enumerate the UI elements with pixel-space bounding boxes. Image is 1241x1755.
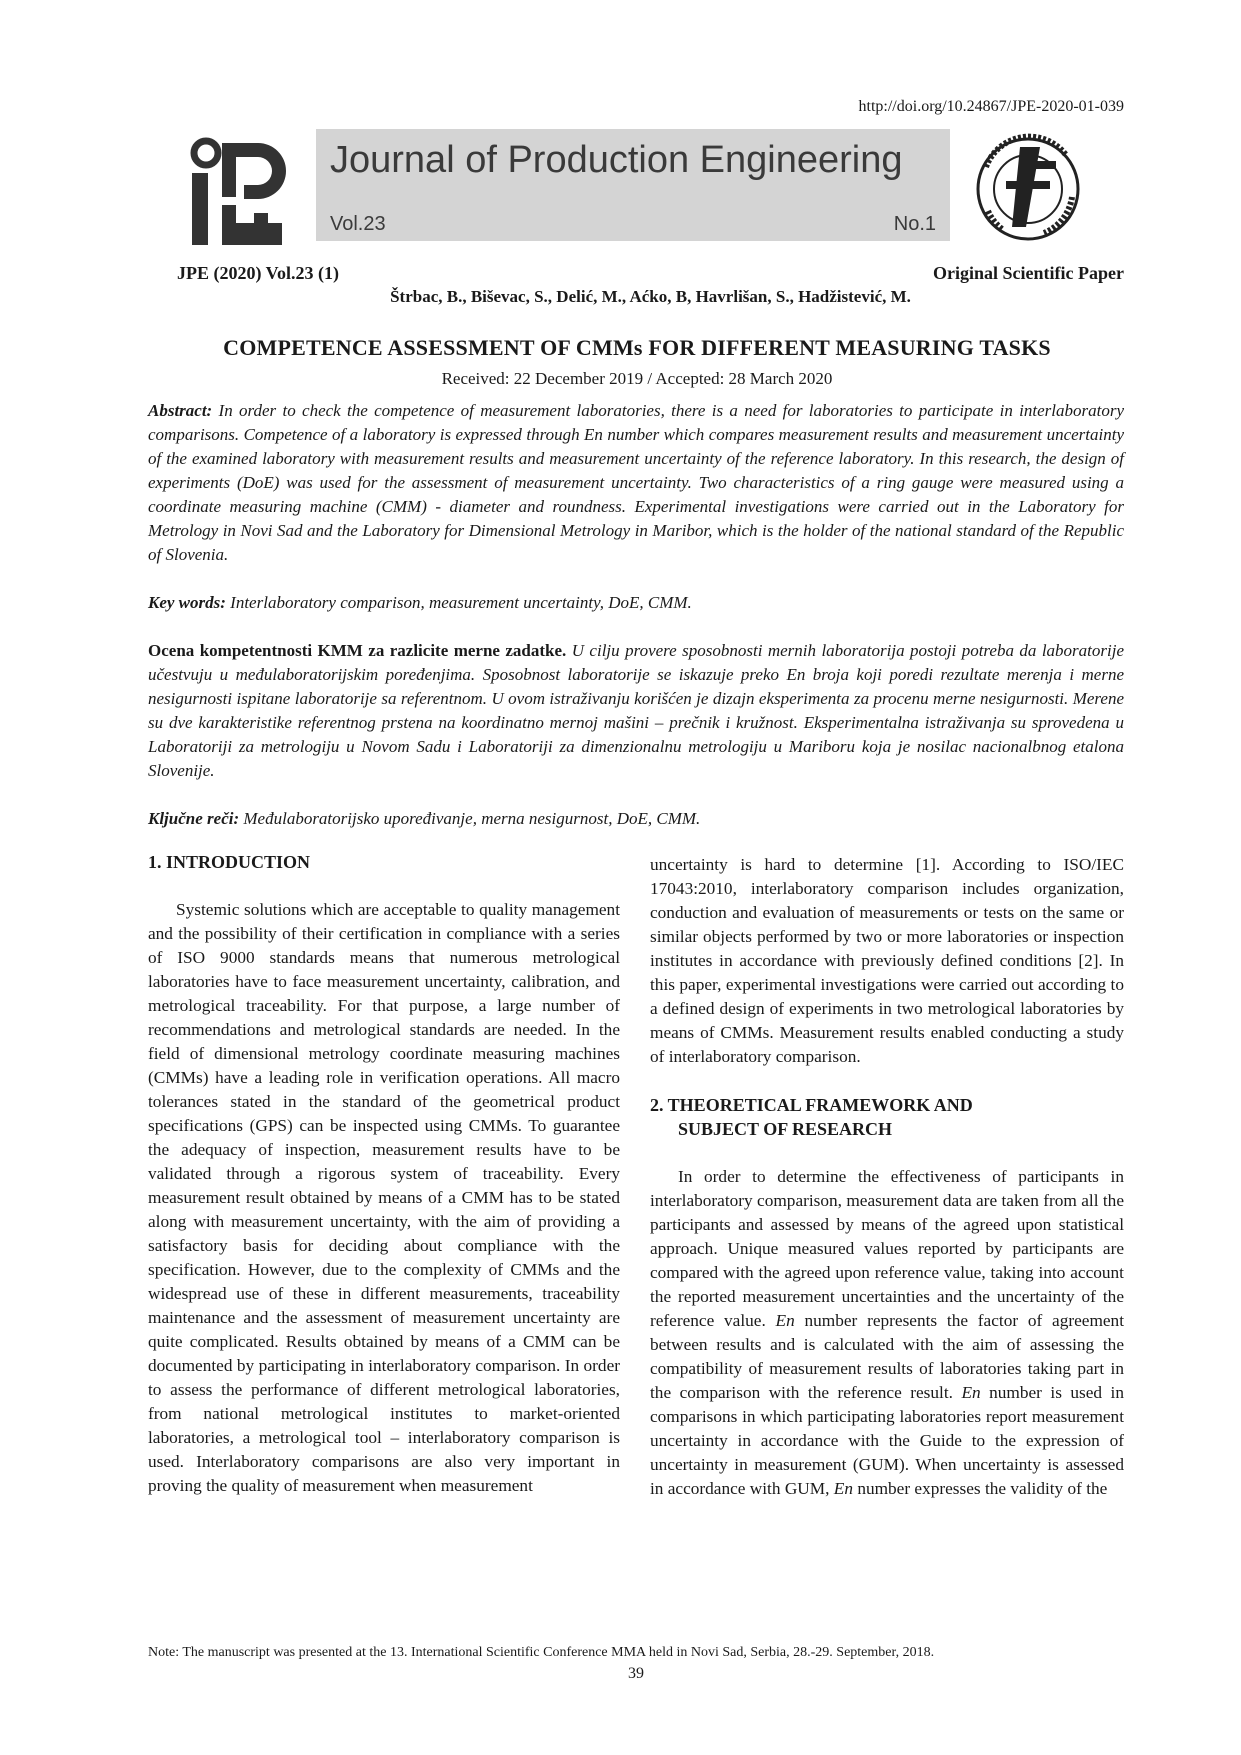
- serbian-keywords-label: Ključne reči:: [148, 809, 240, 828]
- theory-paragraph: In order to determine the effectiveness of participants in interlaboratory comparison, measurement data are taken from all the participants and assessed by means of the agreed upon statistical approach. Unique measured values reported by participants are compared with the agreed upon reference value, taking into account the reported measurement uncertainties and the uncertainty of the reference value. En number represents the factor of agreement between results and is calculated with the aim of assessing the compatibility of measurement results of laboratories taking part in the comparison with the reference result. En number is used in comparisons in which participating laboratories report measurement uncertainty in accordance with the Guide to the expression of uncertainty in measurement (GUM). When uncertainty is assessed in accordance with GUM, En number expresses the validity of the: [650, 1167, 1124, 1498]
- journal-number: No.1: [893, 213, 936, 235]
- journal-volume: Vol.23: [330, 213, 386, 235]
- serbian-abstract: [148, 639, 1124, 783]
- journal-title: Journal of Production Engineering: [330, 139, 903, 181]
- faculty-seal-icon: [968, 127, 1088, 247]
- intro-heading: 1. INTRODUCTION: [148, 852, 311, 872]
- serbian-title: Ocena kompetentnosti KMM za razlicite merne zadatke.: [148, 641, 567, 660]
- serbian-text: U cilju provere sposobnosti mernih laboratorija postoji potreba da laboratorije učestvuju u međulaboratorijskim poređenjima. Sposobnost laboratorije se iskazuje preko En broja koji poredi rezultate merenja i merne nesigurnosti ispitane laboratorije sa referentnom. U ovom istraživanju korišćen je dizajn eksperimenta za procenu merne nesigurnosti. Merene su dve karakteristike referentnog prstena na koordinatno mernoj mašini – prečnik i kružnost. Eksperimentalna istraživanja su sprovedena u Laboratoriji za metrologiju u Novom Sadu i Laboratoriji za dimenzionalnu metrologiju u Mariboru koja je nosilac nacionalbnog etalona Slovenije.: [148, 641, 1124, 780]
- theory-heading-line2: SUBJECT OF RESEARCH: [678, 1119, 893, 1139]
- theory-heading-line1: 2. THEORETICAL FRAMEWORK AND: [650, 1095, 973, 1115]
- jpe-logo-icon: [188, 135, 298, 247]
- serbian-keywords: [148, 807, 1124, 831]
- paper-title: COMPETENCE ASSESSMENT OF CMMs FOR DIFFERENT MEASURING TASKS: [223, 335, 1051, 360]
- abstract-text: In order to check the competence of measurement laboratories, there is a need for laboratories to participate in interlaboratory comparisons. Competence of a laboratory is expressed through En number which compares measurement results and measurement uncertainty of the examined laboratory with measurement results and measurement uncertainty of the reference laboratory. In this research, the design of experiments (DoE) was used for the assessment of measurement uncertainty. Two characteristics of a ring gauge were measured using a coordinate measuring machine (CMM) - diameter and roundness. Experimental investigations were carried out in the Laboratory for Metrology in Novi Sad and the Laboratory for Dimensional Metrology in Maribor, which is the holder of the national standard of the Republic of Slovenia.: [148, 401, 1124, 564]
- keywords-text: Interlaboratory comparison, measurement uncertainty, DoE, CMM.: [225, 593, 692, 612]
- intro-continuation: uncertainty is hard to determine [1]. According to ISO/IEC 17043:2010, interlaboratory comparison includes organization, conduction and evaluation of measurements or tests on the same or similar objects performed by two or more laboratories or inspection institutes in accordance with previously defined conditions [2]. In this paper, experimental investigations were carried out according to a defined design of experiments in two metrological laboratories by means of CMMs. Measurement results enabled conducting a study of interlaboratory comparison.: [650, 855, 1124, 1066]
- jpe-reference: JPE (2020) Vol.23 (1): [177, 263, 339, 283]
- keywords: [148, 591, 1124, 615]
- intro-paragraph: Systemic solutions which are acceptable to quality management and the possibility of their certification in compliance with a series of ISO 9000 standards means that numerous metrological laboratories have to face measurement uncertainty, calibration, and metrological traceability. For that purpose, a large number of recommendations and metrological standards are needed. In the field of dimensional metrology coordinate measuring machines (CMMs) have a leading role in verification operations. All macro tolerances stated in the standard of the geometrical product specifications (GPS) can be inspected using CMMs. To guarantee the adequacy of inspection, measurement results have to be validated through a rigorous system of traceability. Every measurement result obtained by means of a CMM has to be stated along with measurement uncertainty, with the aim of providing a satisfactory basis for deciding about compliance with the specification. However, due to the complexity of CMMs and the widespread use of these in different measurements, traceability maintenance and the assessment of measurement uncertainty are quite complicated. Results obtained by means of a CMM can be documented by participating in interlaboratory comparison. In order to assess the performance of different metrological laboratories, from national metrological institutes to market-oriented laboratories, a metrological tool – interlaboratory comparison is used. Interlaboratory comparisons are also very important in proving the quality of measurement when measurement: [148, 900, 620, 1495]
- abstract-label: Abstract:: [148, 401, 213, 420]
- doi-link[interactable]: http://doi.org/10.24867/JPE-2020-01-039: [858, 98, 1124, 115]
- page-number: 39: [628, 1665, 644, 1682]
- journal-banner: [148, 125, 1090, 249]
- journal-title-box: [316, 129, 950, 241]
- received-dates: Received: 22 December 2019 / Accepted: 28 March 2020: [441, 369, 833, 388]
- serbian-keywords-text: Međulaboratorijsko upoređivanje, merna nesigurnost, DoE, CMM.: [239, 809, 701, 828]
- footnote: Note: The manuscript was presented at the 13. International Scientific Conference MMA held in Novi Sad, Serbia, 28.-29. September, 2018.: [148, 1645, 935, 1660]
- authors: Štrbac, B., Biševac, S., Delić, M., Aćko, B, Havrlišan, S., Hadžistević, M.: [390, 287, 911, 306]
- left-column: [148, 850, 620, 1498]
- paper-type: Original Scientific Paper: [933, 263, 1124, 283]
- keywords-label: Key words:: [148, 593, 226, 612]
- right-column: [650, 853, 1124, 1501]
- abstract: [148, 399, 1124, 567]
